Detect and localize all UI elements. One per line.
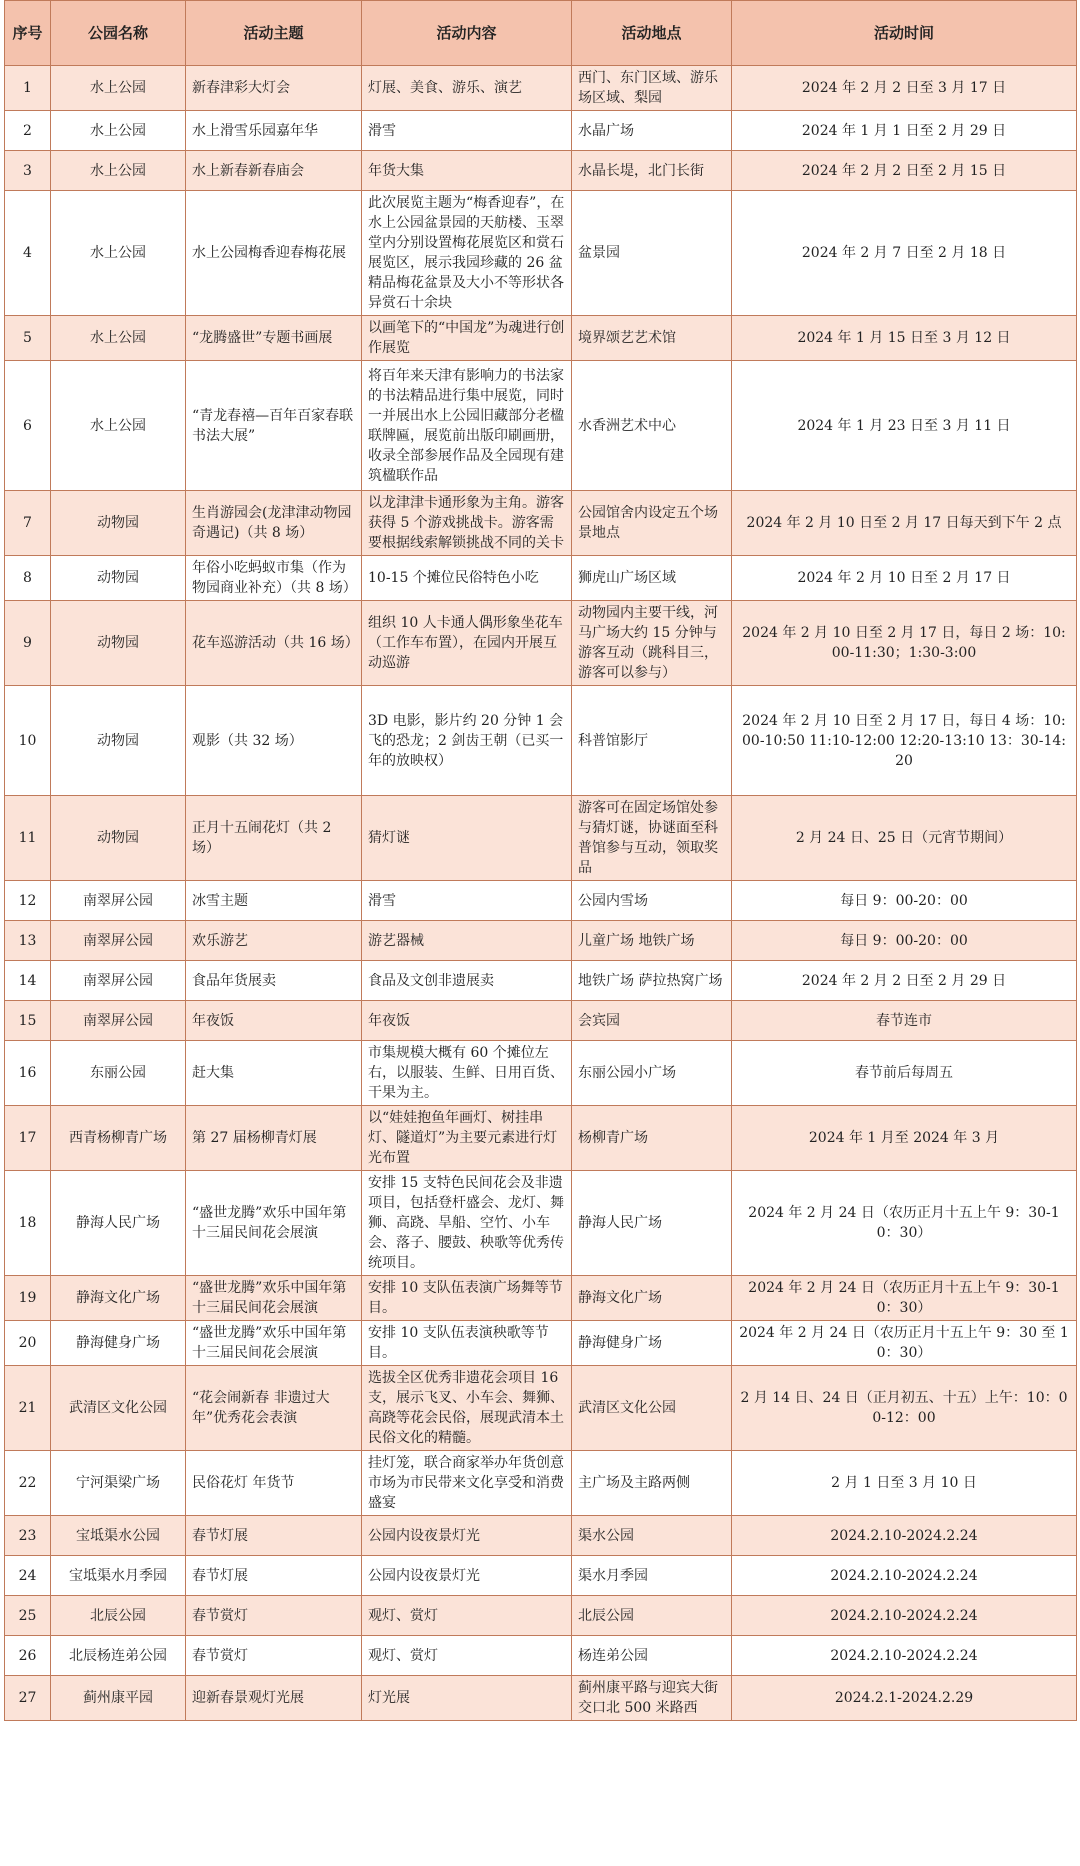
cell-time: 2024 年 1 月至 2024 年 3 月 [732,1106,1077,1171]
cell-theme: 春节赏灯 [186,1596,362,1636]
cell-no: 6 [5,361,51,491]
cell-content: 滑雪 [362,881,572,921]
table-row [5,1106,1077,1171]
cell-park: 南翠屏公园 [51,881,186,921]
table-row [5,1516,1077,1556]
cell-place: 地铁广场 萨拉热窝广场 [572,961,732,1001]
cell-park: 水上公园 [51,191,186,316]
cell-no: 18 [5,1171,51,1276]
cell-time: 2024 年 2 月 2 日至 2 月 15 日 [732,151,1077,191]
table-row [5,361,1077,491]
cell-park: 静海人民广场 [51,1171,186,1276]
cell-park: 南翠屏公园 [51,921,186,961]
cell-no: 13 [5,921,51,961]
cell-time: 2024 年 2 月 7 日至 2 月 18 日 [732,191,1077,316]
table-row [5,686,1077,796]
cell-park: 蓟州康平园 [51,1676,186,1721]
cell-place: 武清区文化公园 [572,1366,732,1451]
table-row [5,556,1077,601]
table-row [5,1676,1077,1721]
table-row [5,1276,1077,1321]
cell-park: 东丽公园 [51,1041,186,1106]
cell-time: 每日 9：00-20：00 [732,921,1077,961]
cell-no: 21 [5,1366,51,1451]
cell-no: 26 [5,1636,51,1676]
table-row [5,1171,1077,1276]
cell-time: 春节前后每周五 [732,1041,1077,1106]
cell-content: 将百年来天津有影响力的书法家的书法精品进行集中展览，同时一并展出水上公园旧藏部分老楹联牌匾，展览前出版印刷画册，收录全部参展作品及全园现有建筑楹联作品 [362,361,572,491]
cell-park: 宝坻渠水月季园 [51,1556,186,1596]
cell-no: 5 [5,316,51,361]
cell-theme: 年夜饭 [186,1001,362,1041]
table-row [5,111,1077,151]
cell-theme: “盛世龙腾”欢乐中国年第十三届民间花会展演 [186,1321,362,1366]
table-row [5,191,1077,316]
cell-content: 年夜饭 [362,1001,572,1041]
cell-place: 公园馆舍内设定五个场景地点 [572,491,732,556]
cell-park: 水上公园 [51,66,186,111]
header-no: 序号 [5,1,51,66]
cell-content: 灯展、美食、游乐、演艺 [362,66,572,111]
cell-content: 公园内设夜景灯光 [362,1516,572,1556]
cell-park: 西青杨柳青广场 [51,1106,186,1171]
cell-theme: 迎新春景观灯光展 [186,1676,362,1721]
table-row [5,1041,1077,1106]
cell-place: 狮虎山广场区域 [572,556,732,601]
table-row [5,1596,1077,1636]
cell-time: 2024.2.10-2024.2.24 [732,1516,1077,1556]
cell-content: 安排 10 支队伍表演秧歌等节目。 [362,1321,572,1366]
table-row [5,1451,1077,1516]
cell-theme: 民俗花灯 年货节 [186,1451,362,1516]
cell-park: 水上公园 [51,316,186,361]
table-row [5,491,1077,556]
cell-no: 12 [5,881,51,921]
cell-park: 水上公园 [51,151,186,191]
table-row [5,1366,1077,1451]
cell-time: 2024.2.10-2024.2.24 [732,1636,1077,1676]
cell-park: 宁河渠梁广场 [51,1451,186,1516]
cell-place: 科普馆影厅 [572,686,732,796]
cell-no: 22 [5,1451,51,1516]
cell-no: 2 [5,111,51,151]
cell-theme: 春节灯展 [186,1516,362,1556]
cell-no: 1 [5,66,51,111]
cell-park: 水上公园 [51,361,186,491]
cell-time: 春节连市 [732,1001,1077,1041]
cell-park: 宝坻渠水公园 [51,1516,186,1556]
cell-time: 2024 年 1 月 15 日至 3 月 12 日 [732,316,1077,361]
cell-park: 动物园 [51,686,186,796]
cell-content: 市集规模大概有 60 个摊位左右，以服装、生鲜、日用百货、干果为主。 [362,1041,572,1106]
table-row [5,796,1077,881]
table-row [5,1321,1077,1366]
cell-park: 北辰杨连弟公园 [51,1636,186,1676]
cell-no: 15 [5,1001,51,1041]
cell-content: 选拔全区优秀非遗花会项目 16 支，展示飞叉、小车会、舞狮、高跷等花会民俗，展现武清本土民俗文化的精髓。 [362,1366,572,1451]
cell-place: 盆景园 [572,191,732,316]
cell-no: 25 [5,1596,51,1636]
cell-place: 西门、东门区域、游乐场区域、梨园 [572,66,732,111]
cell-content: 安排 10 支队伍表演广场舞等节目。 [362,1276,572,1321]
cell-park: 静海文化广场 [51,1276,186,1321]
cell-time: 2024 年 2 月 10 日至 2 月 17 日每天到下午 2 点 [732,491,1077,556]
cell-place: 杨连弟公园 [572,1636,732,1676]
cell-no: 8 [5,556,51,601]
cell-time: 2024 年 2 月 10 日至 2 月 17 日，每日 4 场：10:00-10:50 11:10-12:00 12:20-13:10 13：30-14:20 [732,686,1077,796]
cell-theme: “龙腾盛世”专题书画展 [186,316,362,361]
table-row [5,316,1077,361]
table-row [5,151,1077,191]
cell-content: 游艺器械 [362,921,572,961]
cell-park: 动物园 [51,796,186,881]
header-theme: 活动主题 [186,1,362,66]
cell-park: 动物园 [51,556,186,601]
cell-place: 水香洲艺术中心 [572,361,732,491]
cell-theme: 冰雪主题 [186,881,362,921]
cell-content: 以“娃娃抱鱼年画灯、树挂串灯、隧道灯”为主要元素进行灯光布置 [362,1106,572,1171]
cell-no: 19 [5,1276,51,1321]
cell-place: 静海文化广场 [572,1276,732,1321]
cell-time: 2024 年 2 月 24 日（农历正月十五上午 9：30 至 10：30） [732,1321,1077,1366]
cell-time: 2 月 14 日、24 日（正月初五、十五）上午：10：00-12：00 [732,1366,1077,1451]
cell-place: 东丽公园小广场 [572,1041,732,1106]
table-row [5,1556,1077,1596]
cell-no: 7 [5,491,51,556]
cell-no: 16 [5,1041,51,1106]
header-place: 活动地点 [572,1,732,66]
cell-theme: 食品年货展卖 [186,961,362,1001]
cell-content: 此次展览主题为“梅香迎春”，在水上公园盆景园的天舫楼、玉翠堂内分别设置梅花展览区和赏石展览区，展示我园珍藏的 26 盆精品梅花盆景及大小不等形状各异赏石十余块 [362,191,572,316]
cell-place: 静海健身广场 [572,1321,732,1366]
cell-time: 2024 年 2 月 10 日至 2 月 17 日，每日 2 场：10:00-11:30；1:30-3:00 [732,601,1077,686]
table-row [5,66,1077,111]
cell-content: 以画笔下的“中国龙”为魂进行创作展览 [362,316,572,361]
cell-park: 北辰公园 [51,1596,186,1636]
cell-time: 2024 年 2 月 24 日（农历正月十五上午 9：30-10：30） [732,1276,1077,1321]
cell-time: 2 月 24 日、25 日（元宵节期间） [732,796,1077,881]
table-row [5,881,1077,921]
cell-theme: 春节赏灯 [186,1636,362,1676]
header-park: 公园名称 [51,1,186,66]
cell-no: 11 [5,796,51,881]
cell-time: 2024 年 2 月 2 日至 2 月 29 日 [732,961,1077,1001]
cell-no: 17 [5,1106,51,1171]
cell-content: 公园内设夜景灯光 [362,1556,572,1596]
cell-park: 南翠屏公园 [51,961,186,1001]
table-row [5,961,1077,1001]
header-content: 活动内容 [362,1,572,66]
cell-place: 杨柳青广场 [572,1106,732,1171]
cell-theme: 第 27 届杨柳青灯展 [186,1106,362,1171]
cell-theme: “盛世龙腾”欢乐中国年第十三届民间花会展演 [186,1276,362,1321]
header-time: 活动时间 [732,1,1077,66]
cell-content: 安排 15 支特色民间花会及非遗项目，包括登杆盛会、龙灯、舞狮、高跷、旱船、空竹、小车会、落子、腰鼓、秧歌等优秀传统项目。 [362,1171,572,1276]
cell-park: 静海健身广场 [51,1321,186,1366]
cell-place: 北辰公园 [572,1596,732,1636]
cell-time: 2024 年 1 月 1 日至 2 月 29 日 [732,111,1077,151]
cell-content: 灯光展 [362,1676,572,1721]
cell-theme: 观影（共 32 场） [186,686,362,796]
cell-theme: 欢乐游艺 [186,921,362,961]
table-row [5,921,1077,961]
cell-time: 2024.2.10-2024.2.24 [732,1596,1077,1636]
cell-time: 2024 年 2 月 24 日（农历正月十五上午 9：30-10：30） [732,1171,1077,1276]
header-row [5,1,1077,66]
cell-place: 儿童广场 地铁广场 [572,921,732,961]
park-activities-table [4,0,1077,1721]
cell-content: 观灯、赏灯 [362,1596,572,1636]
cell-no: 10 [5,686,51,796]
cell-theme: “花会闹新春 非遗过大年”优秀花会表演 [186,1366,362,1451]
cell-park: 南翠屏公园 [51,1001,186,1041]
cell-theme: “盛世龙腾”欢乐中国年第十三届民间花会展演 [186,1171,362,1276]
cell-park: 动物园 [51,601,186,686]
cell-place: 蓟州康平路与迎宾大街交口北 500 米路西 [572,1676,732,1721]
cell-place: 水晶广场 [572,111,732,151]
cell-theme: 新春津彩大灯会 [186,66,362,111]
cell-time: 2024 年 1 月 23 日至 3 月 11 日 [732,361,1077,491]
cell-content: 挂灯笼，联合商家举办年货创意市场为市民带来文化享受和消费盛宴 [362,1451,572,1516]
table-row [5,601,1077,686]
cell-theme: 赶大集 [186,1041,362,1106]
cell-content: 滑雪 [362,111,572,151]
cell-time: 2024 年 2 月 10 日至 2 月 17 日 [732,556,1077,601]
cell-time: 2024 年 2 月 2 日至 3 月 17 日 [732,66,1077,111]
cell-place: 渠水月季园 [572,1556,732,1596]
cell-no: 4 [5,191,51,316]
cell-no: 14 [5,961,51,1001]
cell-place: 会宾园 [572,1001,732,1041]
cell-theme: 花车巡游活动（共 16 场） [186,601,362,686]
cell-content: 组织 10 人卡通人偶形象坐花车（工作车布置），在园内开展互动巡游 [362,601,572,686]
cell-content: 食品及文创非遗展卖 [362,961,572,1001]
cell-time: 2024.2.10-2024.2.24 [732,1556,1077,1596]
cell-no: 20 [5,1321,51,1366]
cell-content: 观灯、赏灯 [362,1636,572,1676]
cell-no: 3 [5,151,51,191]
cell-content: 年货大集 [362,151,572,191]
cell-place: 主广场及主路两侧 [572,1451,732,1516]
cell-content: 以龙津津卡通形象为主角。游客获得 5 个游戏挑战卡。游客需要根据线索解锁挑战不同的关卡 [362,491,572,556]
cell-theme: “青龙春禧—百年百家春联书法大展” [186,361,362,491]
cell-theme: 年俗小吃蚂蚁市集（作为物园商业补充）（共 8 场） [186,556,362,601]
cell-content: 10-15 个摊位民俗特色小吃 [362,556,572,601]
cell-place: 动物园内主要干线，河马广场大约 15 分钟与游客互动（跳科目三，游客可以参与） [572,601,732,686]
cell-theme: 水上公园梅香迎春梅花展 [186,191,362,316]
cell-place: 公园内雪场 [572,881,732,921]
cell-time: 2 月 1 日至 3 月 10 日 [732,1451,1077,1516]
cell-time: 每日 9：00-20：00 [732,881,1077,921]
cell-theme: 正月十五闹花灯（共 2 场） [186,796,362,881]
cell-no: 24 [5,1556,51,1596]
cell-theme: 生肖游园会(龙津津动物园奇遇记)（共 8 场） [186,491,362,556]
cell-place: 静海人民广场 [572,1171,732,1276]
cell-park: 动物园 [51,491,186,556]
cell-theme: 水上新春新春庙会 [186,151,362,191]
cell-park: 武清区文化公园 [51,1366,186,1451]
table-row [5,1001,1077,1041]
cell-place: 游客可在固定场馆处参与猜灯谜，协谜面至科普馆参与互动，领取奖品 [572,796,732,881]
cell-place: 水晶长堤，北门长街 [572,151,732,191]
cell-theme: 水上滑雪乐园嘉年华 [186,111,362,151]
cell-no: 23 [5,1516,51,1556]
cell-time: 2024.2.1-2024.2.29 [732,1676,1077,1721]
cell-content: 3D 电影，影片约 20 分钟 1 会飞的恐龙；2 剑齿王朝（已买一年的放映权） [362,686,572,796]
cell-place: 渠水公园 [572,1516,732,1556]
cell-content: 猜灯谜 [362,796,572,881]
cell-theme: 春节灯展 [186,1556,362,1596]
cell-no: 9 [5,601,51,686]
table-row [5,1636,1077,1676]
cell-no: 27 [5,1676,51,1721]
cell-park: 水上公园 [51,111,186,151]
cell-place: 境界颂艺艺术馆 [572,316,732,361]
